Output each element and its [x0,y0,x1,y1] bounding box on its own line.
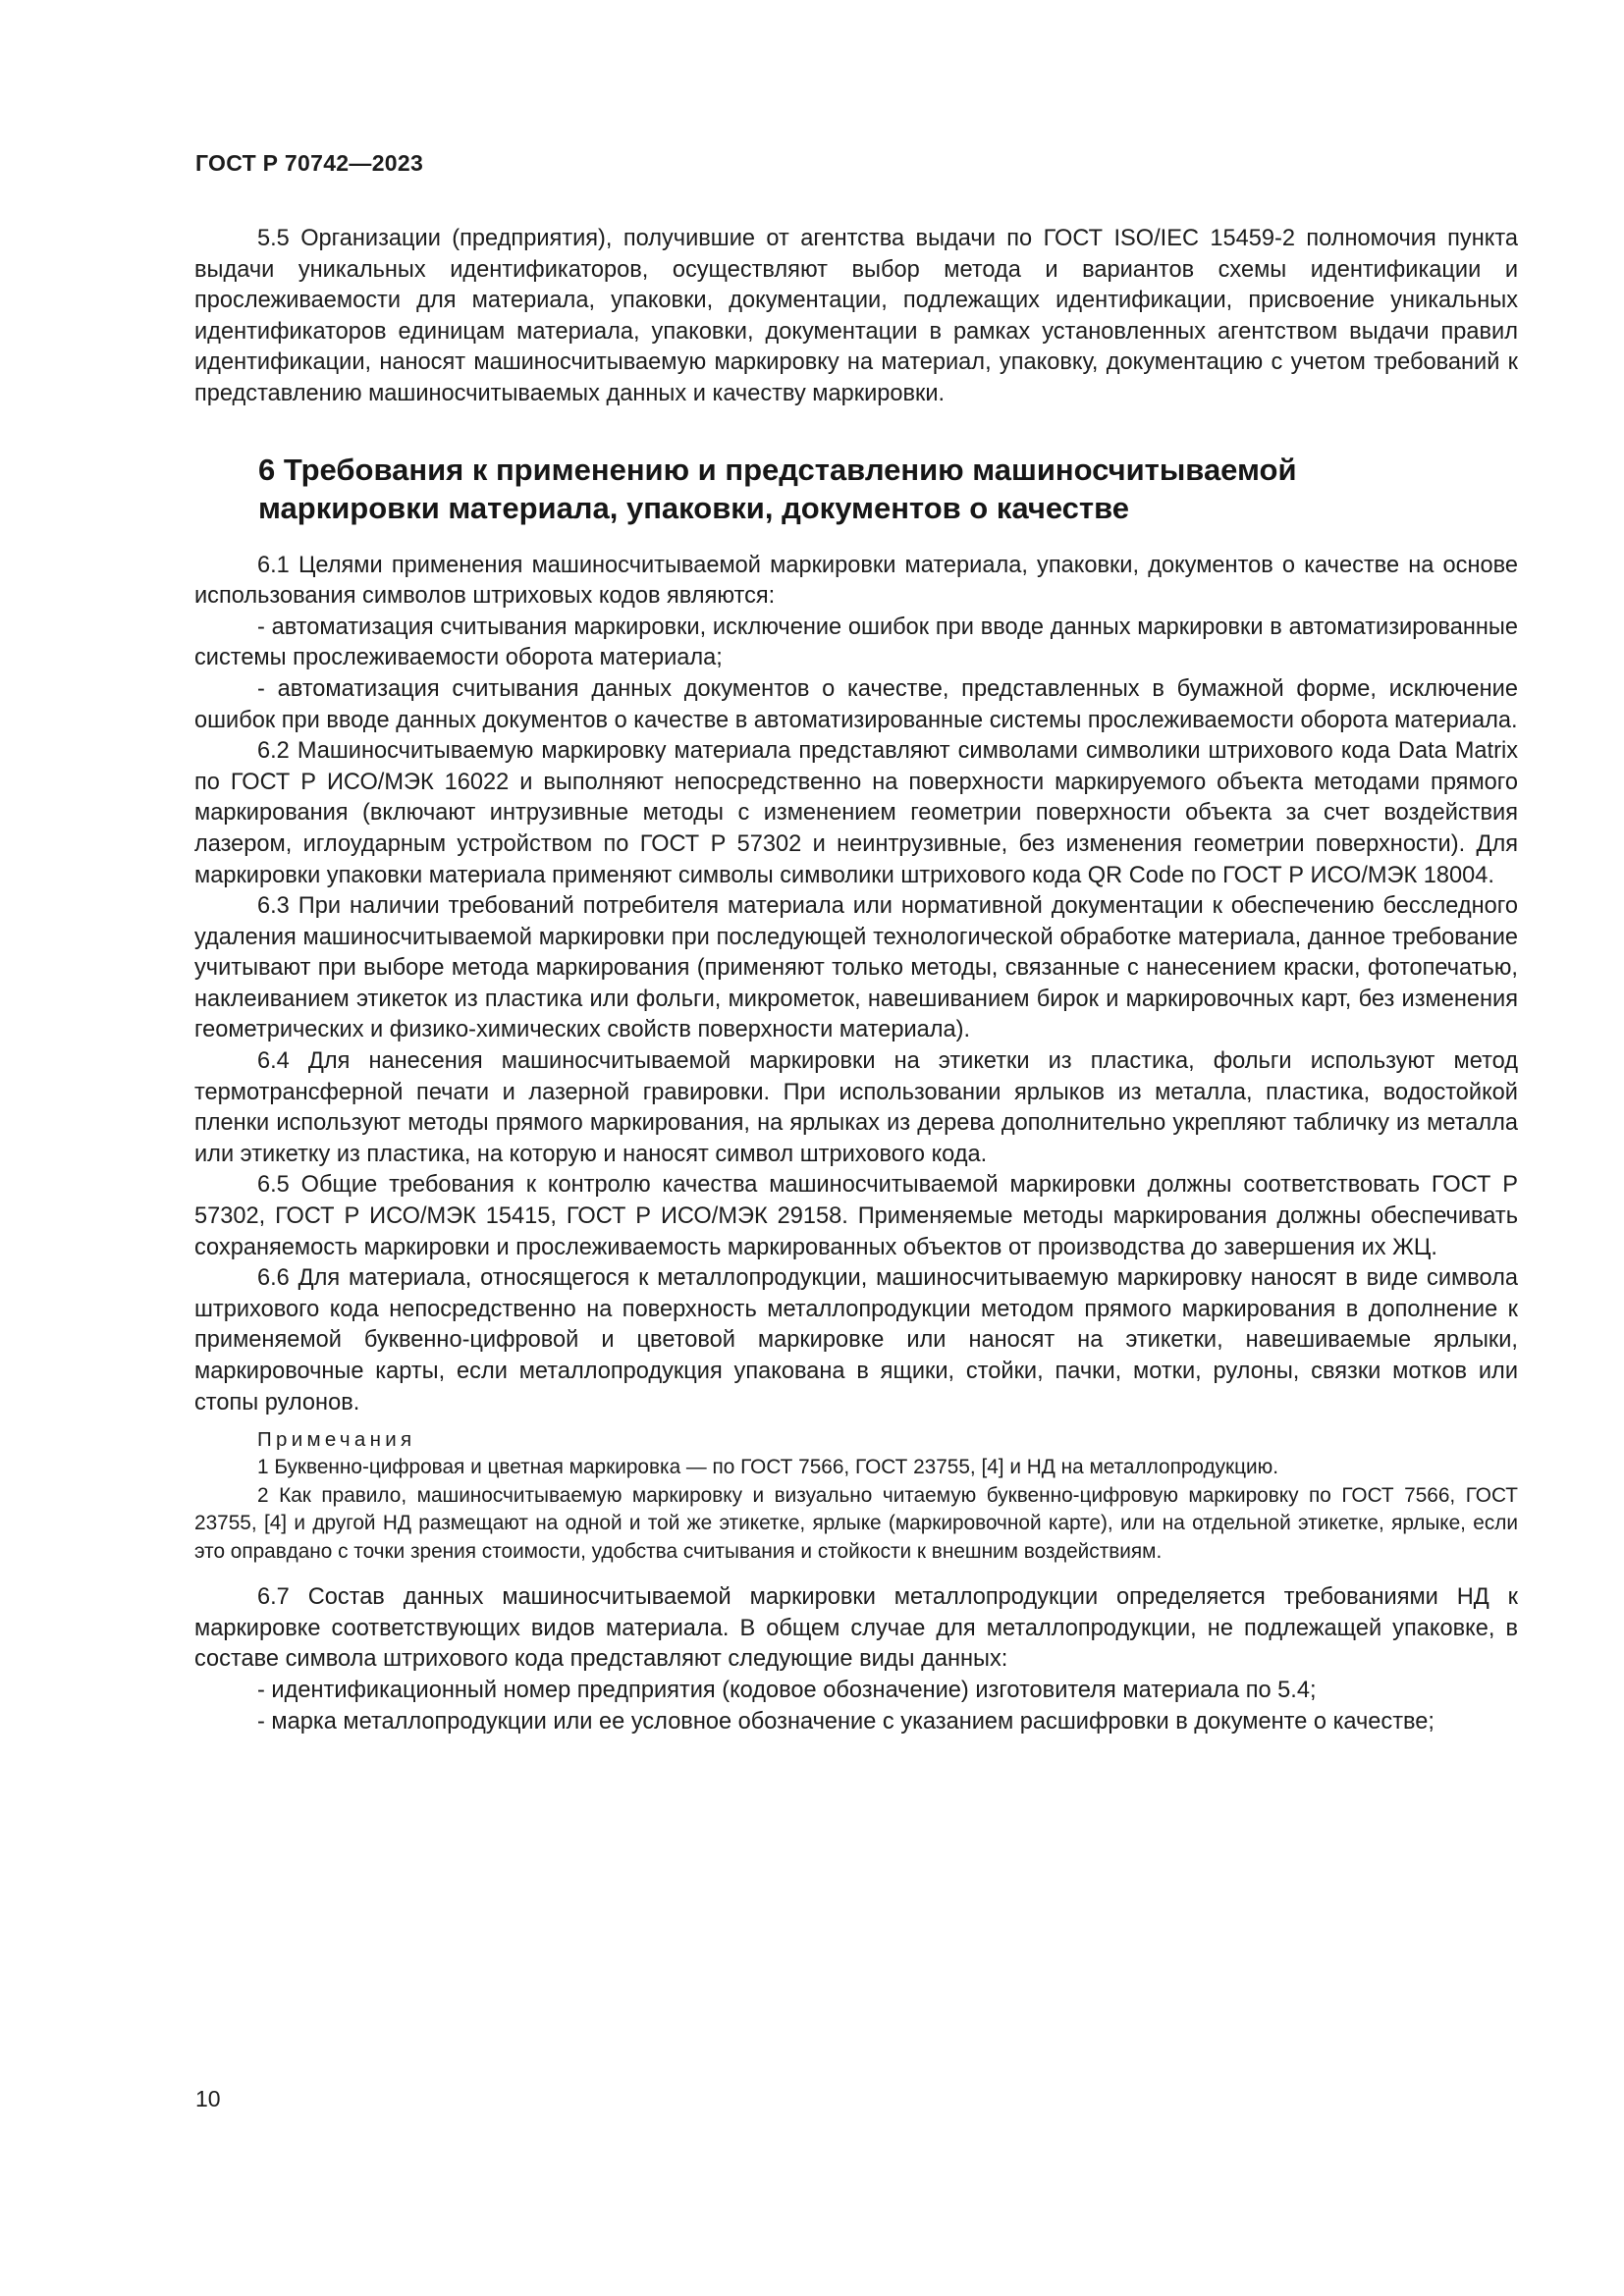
paragraph-6-7-item-b: - марка металлопродукции или ее условное обозначение с указанием расшифровки в документе о качестве; [257,1708,1435,1735]
paragraph-6-4: 6.4 Для нанесения машиносчитываемой маркировки на этикетки из пластика, фольги используют метод термотрансферной печати и лазерной гравировки. При использовании ярлыков из металла, пластика, водостойкой пленки используют методы прямого маркирования, на ярлыках из дерева дополнительно укрепляют табличку из металла или этикетку из пластика, на которую и наносят символ штрихового кода. [194,1048,1518,1167]
page-content [194,224,1518,1737]
paragraph-5-5: 5.5 Организации (предприятия), получившие от агентства выдачи по ГОСТ ISO/IEC 15459-2 полномочия пункта выдачи уникальных идентификаторов, осуществляют выбор метода и вариантов схемы идентификации и прослеживаемости для материала, упаковки, документации, подлежащих идентификации, присвоение уникальных идентификаторов единицам материала, упаковки, документации в рамках установленных агентством выдачи правил идентификации, наносят машиносчитываемую маркировку на материал, упаковку, документацию с учетом требований к представлению машиносчитываемых данных и качеству маркировки. [194,226,1518,406]
note-1: 1 Буквенно-цифровая и цветная маркировка — по ГОСТ 7566, ГОСТ 23755, [4] и НД на металлопродукцию. [257,1456,1279,1479]
note-2: 2 Как правило, машиносчитываемую маркировку и визуально читаемую буквенно-цифровую маркировку по ГОСТ 7566, ГОСТ 23755, [4] и другой НД размещают на одной и той же этикетке, ярлыке (маркировочной карте), или на отдельной этикетке, ярлыке, если это оправдано с точки зрения стоимости, удобства считывания и стойкости к внешним воздействиям. [194,1483,1518,1563]
paragraph-6-7: 6.7 Состав данных машиносчитываемой маркировки металлопродукции определяется требованиями НД к маркировке соответствующих видов материала. В общем случае для металлопродукции, не подлежащей упаковке, в составе символа штрихового кода представляют следующие виды данных: [194,1584,1518,1673]
paragraph-6-1-item-a: - автоматизация считывания маркировки, исключение ошибок при вводе данных маркировки в автоматизированные системы прослеживаемости оборота материала; [194,614,1518,671]
paragraph-6-2: 6.2 Машиносчитываемую маркировку материала представляют символами символики штрихового кода Data Matrix по ГОСТ Р ИСО/МЭК 16022 и выполняют непосредственно на поверхности маркируемого объекта методами прямого маркирования (включают интрузивные методы с изменением геометрии поверхности объекта за счет воздействия лазером, иглоударным устройством по ГОСТ Р 57302 и неинтрузивные, без изменения геометрии поверхности). Для маркировки упаковки материала применяют символы символики штрихового кода QR Code по ГОСТ Р ИСО/МЭК 18004. [194,738,1518,888]
notes-heading: Примечания [257,1428,416,1452]
page-number: 10 [195,2086,221,2111]
paragraph-6-5: 6.5 Общие требования к контролю качества машиносчитываемой маркировки должны соответствовать ГОСТ Р 57302, ГОСТ Р ИСО/МЭК 15415, ГОСТ Р ИСО/МЭК 29158. Применяемые методы маркирования должны обеспечивать сохраняемость маркировки и прослеживаемость маркированных объектов от производства до завершения их ЖЦ. [194,1172,1518,1260]
paragraph-6-3: 6.3 При наличии требований потребителя материала или нормативной документации к обеспечению бесследного удаления машиносчитываемой маркировки при последующей технологической обработке материала, данное требование учитывают при выборе метода маркирования (применяют только методы, связанные с нанесением краски, фотопечатью, наклеиванием этикеток из пластика или фольги, микрометок, навешиванием бирок и маркировочных карт, без изменения геометрических и физико-химических свойств поверхности материала). [194,893,1518,1043]
paragraph-6-7-item-a: - идентификационный номер предприятия (кодовое обозначение) изготовителя материала по 5.4; [257,1677,1317,1703]
paragraph-6-6: 6.6 Для материала, относящегося к металлопродукции, машиносчитываемую маркировку наносят в виде символа штрихового кода непосредственно на поверхность металлопродукции методом прямого маркирования в дополнение к применяемой буквенно-цифровой и цветовой маркировке или наносят на этикетки, навешиваемые ярлыки, маркировочные карты, если металлопродукция упакована в ящики, стойки, пачки, мотки, рулоны, связки мотков или стопы рулонов. [194,1265,1518,1415]
paragraph-6-1-item-b: - автоматизация считывания данных документов о качестве, представленных в бумажной форме, исключение ошибок при вводе данных документов о качестве в автоматизированные системы прослеживаемости оборота материала. [194,675,1518,733]
running-header: ГОСТ Р 70742—2023 [195,150,424,176]
section-6-title: 6 Требования к применению и представлению машиносчитываемой маркировки материала, упаковки, документов о качестве [258,452,1297,525]
paragraph-6-1: 6.1 Целями применения машиносчитываемой маркировки материала, упаковки, документов о качестве на основе использования символов штриховых кодов являются: [194,552,1518,610]
notes-block [194,1426,1518,1566]
